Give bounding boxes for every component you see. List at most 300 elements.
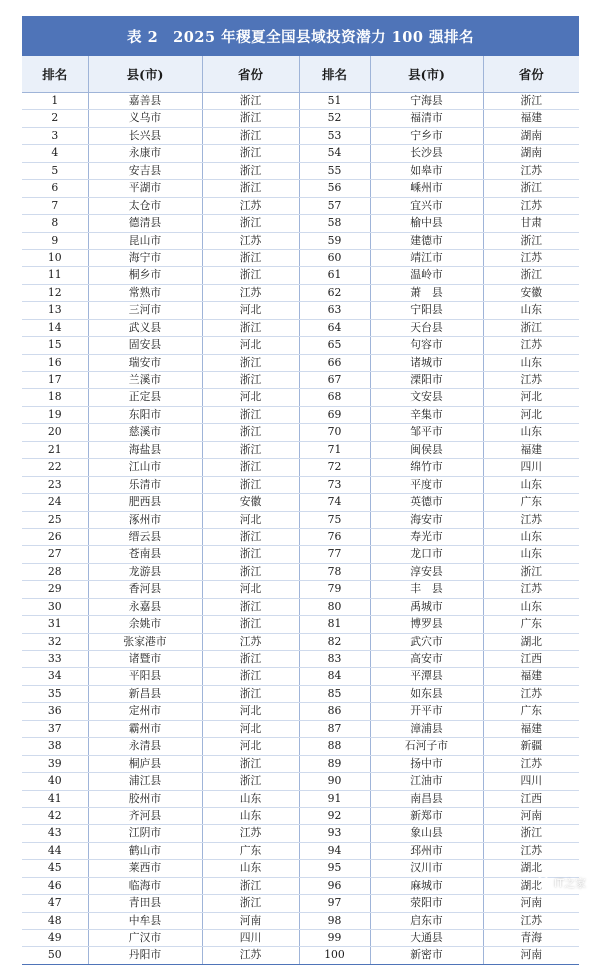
county-cell-left: 余姚市 — [88, 616, 202, 633]
county-cell-left: 青田县 — [88, 895, 202, 912]
table-body — [22, 93, 579, 965]
rank-cell-right: 89 — [299, 755, 370, 772]
rank-cell-left: 39 — [22, 755, 88, 772]
county-cell-left: 新昌县 — [88, 685, 202, 702]
table-row — [22, 127, 579, 144]
county-cell-left: 武义县 — [88, 319, 202, 336]
rank-cell-left: 44 — [22, 842, 88, 859]
table-row — [22, 145, 579, 162]
county-cell-left: 慈溪市 — [88, 424, 202, 441]
table-row — [22, 720, 579, 737]
rank-cell-right: 61 — [299, 267, 370, 284]
province-cell-right: 江苏 — [483, 755, 579, 772]
province-cell-right: 江苏 — [483, 685, 579, 702]
rank-cell-right: 56 — [299, 180, 370, 197]
rank-cell-left: 31 — [22, 616, 88, 633]
rank-cell-left: 49 — [22, 930, 88, 947]
rank-cell-left: 26 — [22, 528, 88, 545]
county-cell-right: 麻城市 — [370, 877, 483, 894]
province-cell-right: 四川 — [483, 773, 579, 790]
table-row — [22, 249, 579, 266]
province-cell-right: 浙江 — [483, 93, 579, 110]
province-cell-left: 河北 — [202, 302, 299, 319]
county-cell-left: 临海市 — [88, 877, 202, 894]
table-row — [22, 389, 579, 406]
province-cell-left: 江苏 — [202, 633, 299, 650]
province-cell-left: 浙江 — [202, 685, 299, 702]
county-cell-left: 桐庐县 — [88, 755, 202, 772]
table-row — [22, 912, 579, 929]
province-cell-right: 广东 — [483, 494, 579, 511]
table-row — [22, 685, 579, 702]
rank-cell-right: 68 — [299, 389, 370, 406]
rank-cell-left: 50 — [22, 947, 88, 964]
rank-cell-left: 13 — [22, 302, 88, 319]
table-row — [22, 807, 579, 824]
rank-cell-right: 88 — [299, 738, 370, 755]
county-cell-left: 瑞安市 — [88, 354, 202, 371]
rank-cell-left: 4 — [22, 145, 88, 162]
rank-cell-left: 20 — [22, 424, 88, 441]
rank-cell-left: 40 — [22, 773, 88, 790]
county-cell-left: 胶州市 — [88, 790, 202, 807]
header-rank-right: 排名 — [299, 56, 370, 93]
rank-cell-right: 72 — [299, 459, 370, 476]
province-cell-right: 河南 — [483, 947, 579, 964]
province-cell-right: 四川 — [483, 459, 579, 476]
rank-cell-left: 33 — [22, 651, 88, 668]
county-cell-left: 嘉善县 — [88, 93, 202, 110]
county-cell-right: 嵊州市 — [370, 180, 483, 197]
table-row — [22, 459, 579, 476]
table-row — [22, 372, 579, 389]
table-row — [22, 162, 579, 179]
province-cell-right: 青海 — [483, 930, 579, 947]
rank-cell-right: 58 — [299, 215, 370, 232]
rank-cell-left: 47 — [22, 895, 88, 912]
province-cell-left: 浙江 — [202, 441, 299, 458]
county-cell-left: 浦江县 — [88, 773, 202, 790]
county-cell-right: 宁乡市 — [370, 127, 483, 144]
county-cell-right: 溧阳市 — [370, 372, 483, 389]
watermark-logo-icon — [536, 876, 550, 890]
county-cell-left: 桐乡市 — [88, 267, 202, 284]
county-cell-right: 绵竹市 — [370, 459, 483, 476]
rank-cell-left: 32 — [22, 633, 88, 650]
table-row — [22, 703, 579, 720]
province-cell-left: 浙江 — [202, 476, 299, 493]
province-cell-left: 河北 — [202, 738, 299, 755]
province-cell-right: 山东 — [483, 302, 579, 319]
table-row — [22, 424, 579, 441]
rank-cell-left: 10 — [22, 249, 88, 266]
province-cell-right: 江苏 — [483, 162, 579, 179]
rank-cell-left: 42 — [22, 807, 88, 824]
rank-cell-right: 75 — [299, 511, 370, 528]
rank-cell-right: 76 — [299, 528, 370, 545]
county-cell-left: 江阴市 — [88, 825, 202, 842]
rank-cell-left: 29 — [22, 581, 88, 598]
table-row — [22, 738, 579, 755]
rank-cell-left: 30 — [22, 598, 88, 615]
province-cell-right: 山东 — [483, 528, 579, 545]
province-cell-left: 浙江 — [202, 773, 299, 790]
county-cell-right: 博罗县 — [370, 616, 483, 633]
county-cell-right: 句容市 — [370, 337, 483, 354]
rank-cell-right: 98 — [299, 912, 370, 929]
province-cell-left: 浙江 — [202, 668, 299, 685]
rank-cell-left: 38 — [22, 738, 88, 755]
county-cell-left: 永康市 — [88, 145, 202, 162]
rank-cell-left: 19 — [22, 406, 88, 423]
province-cell-right: 湖北 — [483, 633, 579, 650]
table-row — [22, 476, 579, 493]
watermark — [536, 875, 586, 891]
county-cell-right: 象山县 — [370, 825, 483, 842]
province-cell-left: 浙江 — [202, 215, 299, 232]
province-cell-right: 江苏 — [483, 842, 579, 859]
county-cell-right: 新密市 — [370, 947, 483, 964]
rank-cell-right: 54 — [299, 145, 370, 162]
province-cell-left: 江苏 — [202, 825, 299, 842]
table-title: 表 2 2025 年稷夏全国县域投资潜力 100 强排名 — [22, 16, 579, 56]
province-cell-right: 福建 — [483, 441, 579, 458]
province-cell-right: 山东 — [483, 476, 579, 493]
county-cell-right: 南昌县 — [370, 790, 483, 807]
rank-cell-right: 99 — [299, 930, 370, 947]
table-row — [22, 232, 579, 249]
county-cell-left: 平湖市 — [88, 180, 202, 197]
rank-cell-left: 34 — [22, 668, 88, 685]
county-cell-right: 天台县 — [370, 319, 483, 336]
province-cell-right: 江西 — [483, 790, 579, 807]
county-cell-right: 汉川市 — [370, 860, 483, 877]
province-cell-right: 河南 — [483, 807, 579, 824]
rank-cell-left: 36 — [22, 703, 88, 720]
province-cell-right: 湖南 — [483, 145, 579, 162]
province-cell-right: 浙江 — [483, 563, 579, 580]
county-cell-right: 高安市 — [370, 651, 483, 668]
county-cell-left: 常熟市 — [88, 284, 202, 301]
rank-cell-left: 9 — [22, 232, 88, 249]
rank-cell-left: 46 — [22, 877, 88, 894]
county-cell-right: 靖江市 — [370, 249, 483, 266]
rank-cell-left: 22 — [22, 459, 88, 476]
county-cell-left: 莱西市 — [88, 860, 202, 877]
county-cell-left: 龙游县 — [88, 563, 202, 580]
province-cell-left: 河北 — [202, 511, 299, 528]
province-cell-left: 江苏 — [202, 284, 299, 301]
rank-cell-left: 35 — [22, 685, 88, 702]
province-cell-left: 河南 — [202, 912, 299, 929]
province-cell-right: 广东 — [483, 703, 579, 720]
province-cell-left: 浙江 — [202, 528, 299, 545]
province-cell-left: 河北 — [202, 581, 299, 598]
province-cell-left: 浙江 — [202, 895, 299, 912]
province-cell-left: 浙江 — [202, 406, 299, 423]
rank-cell-right: 63 — [299, 302, 370, 319]
county-cell-right: 平潭县 — [370, 668, 483, 685]
county-cell-left: 兰溪市 — [88, 372, 202, 389]
county-cell-right: 石河子市 — [370, 738, 483, 755]
rank-cell-right: 55 — [299, 162, 370, 179]
province-cell-left: 浙江 — [202, 424, 299, 441]
rank-cell-right: 83 — [299, 651, 370, 668]
header-province-left: 省份 — [202, 56, 299, 93]
county-cell-right: 温岭市 — [370, 267, 483, 284]
table-row — [22, 668, 579, 685]
table-row — [22, 441, 579, 458]
province-cell-left: 浙江 — [202, 249, 299, 266]
rank-cell-left: 23 — [22, 476, 88, 493]
rank-cell-left: 24 — [22, 494, 88, 511]
county-cell-left: 涿州市 — [88, 511, 202, 528]
province-cell-right: 新疆 — [483, 738, 579, 755]
province-cell-left: 浙江 — [202, 755, 299, 772]
watermark-text: IT之家 — [554, 877, 586, 890]
table-row — [22, 930, 579, 947]
county-cell-right: 如东县 — [370, 685, 483, 702]
table-row — [22, 947, 579, 964]
rank-cell-right: 53 — [299, 127, 370, 144]
table-row — [22, 93, 579, 110]
rank-cell-left: 14 — [22, 319, 88, 336]
rank-cell-right: 69 — [299, 406, 370, 423]
rank-cell-right: 52 — [299, 110, 370, 127]
province-cell-right: 江苏 — [483, 197, 579, 214]
county-cell-left: 永嘉县 — [88, 598, 202, 615]
province-cell-left: 浙江 — [202, 180, 299, 197]
province-cell-right: 河北 — [483, 406, 579, 423]
county-cell-left: 丹阳市 — [88, 947, 202, 964]
county-cell-left: 德清县 — [88, 215, 202, 232]
county-cell-left: 东阳市 — [88, 406, 202, 423]
rank-cell-right: 91 — [299, 790, 370, 807]
province-cell-left: 江苏 — [202, 232, 299, 249]
province-cell-left: 山东 — [202, 860, 299, 877]
rank-cell-left: 1 — [22, 93, 88, 110]
rank-cell-right: 84 — [299, 668, 370, 685]
province-cell-right: 广东 — [483, 616, 579, 633]
province-cell-left: 山东 — [202, 790, 299, 807]
rank-cell-right: 87 — [299, 720, 370, 737]
table-row — [22, 773, 579, 790]
rank-cell-left: 28 — [22, 563, 88, 580]
rank-cell-left: 12 — [22, 284, 88, 301]
header-county-left: 县(市) — [88, 56, 202, 93]
county-cell-right: 海安市 — [370, 511, 483, 528]
province-cell-left: 河北 — [202, 703, 299, 720]
county-cell-left: 苍南县 — [88, 546, 202, 563]
table-row — [22, 860, 579, 877]
table-row — [22, 267, 579, 284]
county-cell-right: 武穴市 — [370, 633, 483, 650]
county-cell-right: 长沙县 — [370, 145, 483, 162]
province-cell-right: 安徽 — [483, 284, 579, 301]
rank-cell-right: 93 — [299, 825, 370, 842]
rank-cell-right: 85 — [299, 685, 370, 702]
province-cell-left: 浙江 — [202, 598, 299, 615]
province-cell-left: 安徽 — [202, 494, 299, 511]
rank-cell-left: 16 — [22, 354, 88, 371]
header-province-right: 省份 — [483, 56, 579, 93]
county-cell-left: 正定县 — [88, 389, 202, 406]
county-cell-right: 开平市 — [370, 703, 483, 720]
rank-cell-left: 43 — [22, 825, 88, 842]
table-row — [22, 616, 579, 633]
province-cell-right: 浙江 — [483, 825, 579, 842]
table-row — [22, 494, 579, 511]
county-cell-left: 缙云县 — [88, 528, 202, 545]
province-cell-right: 山东 — [483, 424, 579, 441]
province-cell-left: 河北 — [202, 337, 299, 354]
table-row — [22, 337, 579, 354]
province-cell-left: 江苏 — [202, 947, 299, 964]
rank-cell-left: 2 — [22, 110, 88, 127]
county-cell-right: 新郑市 — [370, 807, 483, 824]
county-cell-right: 英德市 — [370, 494, 483, 511]
province-cell-right: 浙江 — [483, 267, 579, 284]
province-cell-right: 山东 — [483, 354, 579, 371]
county-cell-right: 漳浦县 — [370, 720, 483, 737]
rank-cell-right: 94 — [299, 842, 370, 859]
county-cell-right: 榆中县 — [370, 215, 483, 232]
table-row — [22, 406, 579, 423]
province-cell-right: 浙江 — [483, 180, 579, 197]
province-cell-left: 浙江 — [202, 127, 299, 144]
table-row — [22, 110, 579, 127]
table-row — [22, 215, 579, 232]
rank-cell-left: 18 — [22, 389, 88, 406]
rank-cell-left: 5 — [22, 162, 88, 179]
county-cell-right: 如皋市 — [370, 162, 483, 179]
province-cell-right: 江西 — [483, 651, 579, 668]
province-cell-right: 福建 — [483, 110, 579, 127]
county-cell-right: 平度市 — [370, 476, 483, 493]
province-cell-left: 广东 — [202, 842, 299, 859]
county-cell-right: 禹城市 — [370, 598, 483, 615]
table-row — [22, 755, 579, 772]
county-cell-right: 淳安县 — [370, 563, 483, 580]
table-row — [22, 302, 579, 319]
county-cell-right: 荥阳市 — [370, 895, 483, 912]
rank-cell-left: 48 — [22, 912, 88, 929]
rank-cell-right: 59 — [299, 232, 370, 249]
table-row — [22, 877, 579, 894]
province-cell-right: 江苏 — [483, 249, 579, 266]
rank-cell-right: 71 — [299, 441, 370, 458]
rank-cell-right: 95 — [299, 860, 370, 877]
table-row — [22, 354, 579, 371]
table-row — [22, 895, 579, 912]
province-cell-left: 河北 — [202, 720, 299, 737]
rank-cell-right: 62 — [299, 284, 370, 301]
table-row — [22, 842, 579, 859]
county-cell-left: 长兴县 — [88, 127, 202, 144]
table-row — [22, 284, 579, 301]
rank-cell-right: 77 — [299, 546, 370, 563]
county-cell-left: 三河市 — [88, 302, 202, 319]
table-row — [22, 598, 579, 615]
table-row — [22, 180, 579, 197]
county-cell-right: 诸城市 — [370, 354, 483, 371]
rank-cell-left: 45 — [22, 860, 88, 877]
county-cell-left: 江山市 — [88, 459, 202, 476]
province-cell-left: 浙江 — [202, 110, 299, 127]
rank-cell-left: 15 — [22, 337, 88, 354]
county-cell-left: 中牟县 — [88, 912, 202, 929]
province-cell-left: 江苏 — [202, 197, 299, 214]
county-cell-left: 广汉市 — [88, 930, 202, 947]
rank-cell-left: 27 — [22, 546, 88, 563]
province-cell-left: 浙江 — [202, 877, 299, 894]
rank-cell-right: 64 — [299, 319, 370, 336]
table-row — [22, 546, 579, 563]
province-cell-right: 河北 — [483, 389, 579, 406]
province-cell-left: 浙江 — [202, 145, 299, 162]
table-row — [22, 825, 579, 842]
province-cell-right: 湖北 — [483, 860, 579, 877]
county-cell-right: 邹平市 — [370, 424, 483, 441]
county-cell-right: 文安县 — [370, 389, 483, 406]
province-cell-left: 浙江 — [202, 546, 299, 563]
province-cell-left: 山东 — [202, 807, 299, 824]
rank-cell-right: 74 — [299, 494, 370, 511]
rank-cell-right: 81 — [299, 616, 370, 633]
county-cell-right: 丰 县 — [370, 581, 483, 598]
province-cell-left: 浙江 — [202, 651, 299, 668]
rank-cell-right: 66 — [299, 354, 370, 371]
province-cell-left: 浙江 — [202, 93, 299, 110]
rank-cell-right: 79 — [299, 581, 370, 598]
rank-cell-right: 80 — [299, 598, 370, 615]
table-row — [22, 197, 579, 214]
county-cell-left: 固安县 — [88, 337, 202, 354]
table-row — [22, 511, 579, 528]
county-cell-right: 闽侯县 — [370, 441, 483, 458]
province-cell-right: 福建 — [483, 720, 579, 737]
rank-cell-left: 21 — [22, 441, 88, 458]
rank-cell-left: 37 — [22, 720, 88, 737]
county-cell-left: 永清县 — [88, 738, 202, 755]
province-cell-right: 浙江 — [483, 232, 579, 249]
province-cell-right: 江苏 — [483, 581, 579, 598]
county-cell-right: 启东市 — [370, 912, 483, 929]
rank-cell-left: 11 — [22, 267, 88, 284]
province-cell-left: 河北 — [202, 389, 299, 406]
ranking-table — [22, 56, 579, 965]
province-cell-right: 江苏 — [483, 511, 579, 528]
county-cell-right: 辛集市 — [370, 406, 483, 423]
province-cell-right: 湖北 — [483, 877, 579, 894]
province-cell-right: 湖南 — [483, 127, 579, 144]
rank-cell-right: 67 — [299, 372, 370, 389]
rank-cell-right: 92 — [299, 807, 370, 824]
rank-cell-left: 17 — [22, 372, 88, 389]
county-cell-left: 昆山市 — [88, 232, 202, 249]
province-cell-right: 江苏 — [483, 912, 579, 929]
county-cell-left: 诸暨市 — [88, 651, 202, 668]
rank-cell-left: 25 — [22, 511, 88, 528]
county-cell-left: 鹤山市 — [88, 842, 202, 859]
county-cell-left: 安吉县 — [88, 162, 202, 179]
county-cell-left: 义乌市 — [88, 110, 202, 127]
rank-cell-right: 86 — [299, 703, 370, 720]
rank-cell-left: 41 — [22, 790, 88, 807]
rank-cell-right: 82 — [299, 633, 370, 650]
rank-cell-left: 6 — [22, 180, 88, 197]
rank-cell-left: 7 — [22, 197, 88, 214]
